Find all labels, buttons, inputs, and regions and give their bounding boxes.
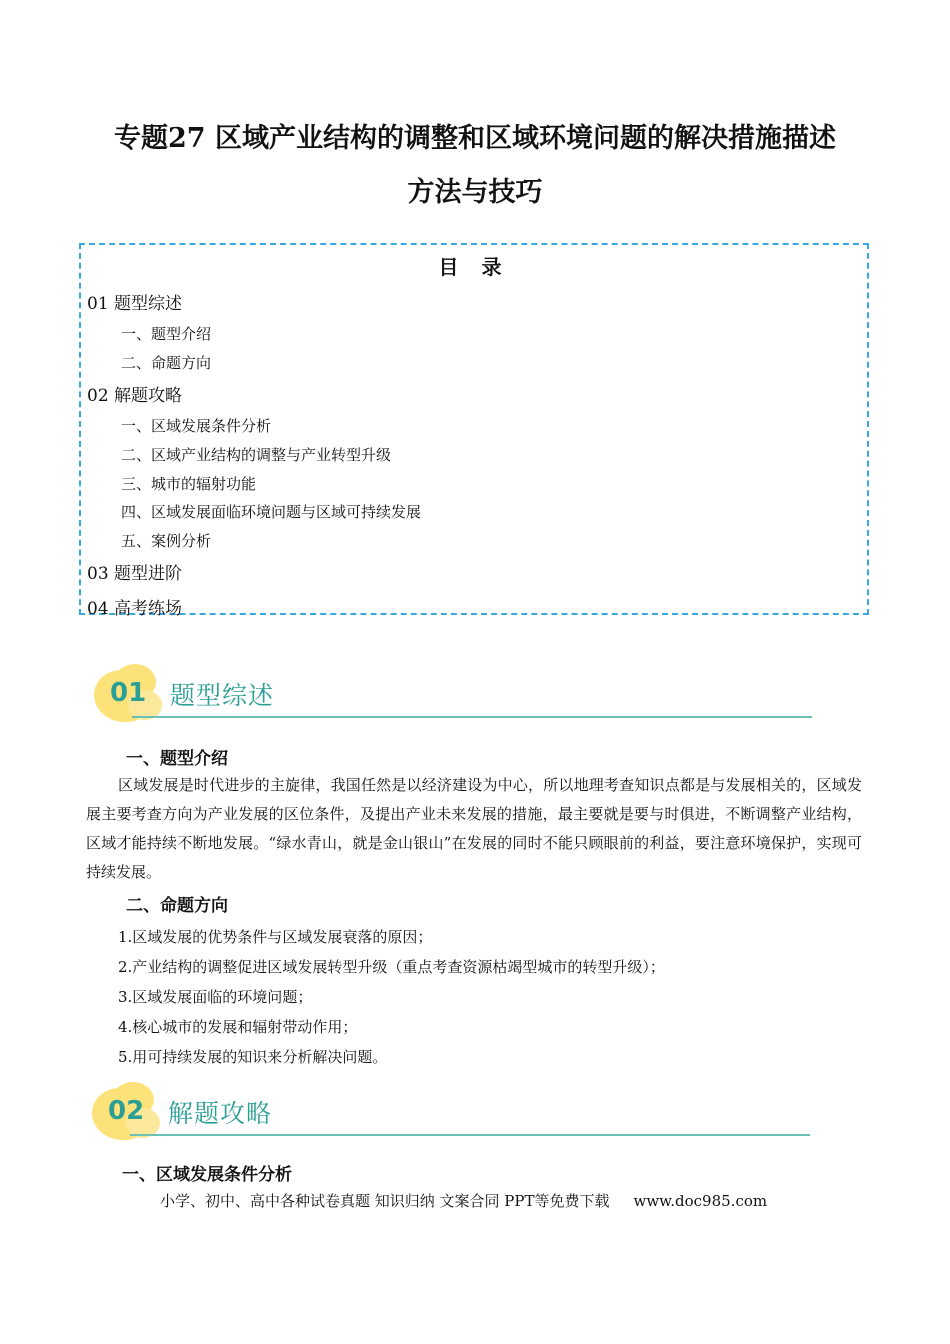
- footer-url[interactable]: www.doc985.com: [633, 1192, 768, 1210]
- toc-item[interactable]: 一、区域发展条件分析: [121, 417, 272, 435]
- section-number: 02: [108, 1096, 145, 1126]
- section-banner-02: [90, 1082, 810, 1152]
- title-line-1: 专题27 区域产业结构的调整和区域环境问题的解决措施描述: [114, 123, 836, 154]
- toc-item[interactable]: 二、区域产业结构的调整与产业转型升级: [121, 446, 392, 464]
- list-item: 2.产业结构的调整促进区域发展转型升级（重点考查资源枯竭型城市的转型升级）；: [118, 958, 665, 976]
- list-item: 3.区域发展面临的环境问题；: [118, 988, 313, 1006]
- page-footer: [160, 1190, 767, 1211]
- subsection-heading: 一、区域发展条件分析: [122, 1165, 292, 1185]
- toc-item[interactable]: 三、城市的辐射功能: [121, 475, 257, 493]
- toc-item[interactable]: 一、题型介绍: [121, 325, 212, 343]
- section-number: 01: [110, 678, 147, 708]
- intro-paragraph: 区域发展是时代进步的主旋律，我国任然是以经济建设为中心，所以地理考查知识点都是与发展相关的，区域发展主要考查方向为产业发展的区位条件，及提出产业未来发展的措施，最主要就是要与时俱进，不断调整产业结构，区域才能持续不断地发展。“绿水青山，就是金山银山”在发展的同时不能只顾眼前的利益，要注意环境保护，实现可持续发展。: [86, 776, 862, 881]
- subsection-heading: 二、命题方向: [126, 896, 228, 916]
- list-item: 4.核心城市的发展和辐射带动作用；: [118, 1018, 358, 1036]
- toc-item[interactable]: 02 解题攻略: [87, 386, 183, 406]
- title-line-2: 方法与技巧: [407, 177, 543, 208]
- section-label: 解题攻略: [168, 1099, 273, 1128]
- list-item: 5.用可持续发展的知识来分析解决问题。: [118, 1048, 388, 1066]
- section-banner-01: [92, 664, 812, 734]
- subsection-heading: 一、题型介绍: [126, 749, 228, 769]
- footer-text: 小学、初中、高中各种试卷真题 知识归纳 文案合同 PPT等免费下载: [160, 1192, 610, 1210]
- section-label: 题型综述: [170, 681, 275, 710]
- toc-heading: 目 录: [438, 255, 510, 279]
- section-divider: [130, 1134, 810, 1136]
- toc-item[interactable]: 03 题型进阶: [87, 564, 183, 584]
- toc-item[interactable]: 04 高考练场: [87, 599, 183, 619]
- toc-item[interactable]: 01 题型综述: [87, 294, 183, 314]
- section-divider: [132, 716, 812, 718]
- toc-item[interactable]: 二、命题方向: [121, 354, 212, 372]
- list-item: 1.区域发展的优势条件与区域发展衰落的原因；: [118, 928, 433, 946]
- table-of-contents: [79, 243, 869, 619]
- page-title: [60, 112, 890, 220]
- toc-item[interactable]: 五、案例分析: [121, 532, 212, 550]
- toc-item[interactable]: 四、区域发展面临环境问题与区域可持续发展: [121, 503, 422, 521]
